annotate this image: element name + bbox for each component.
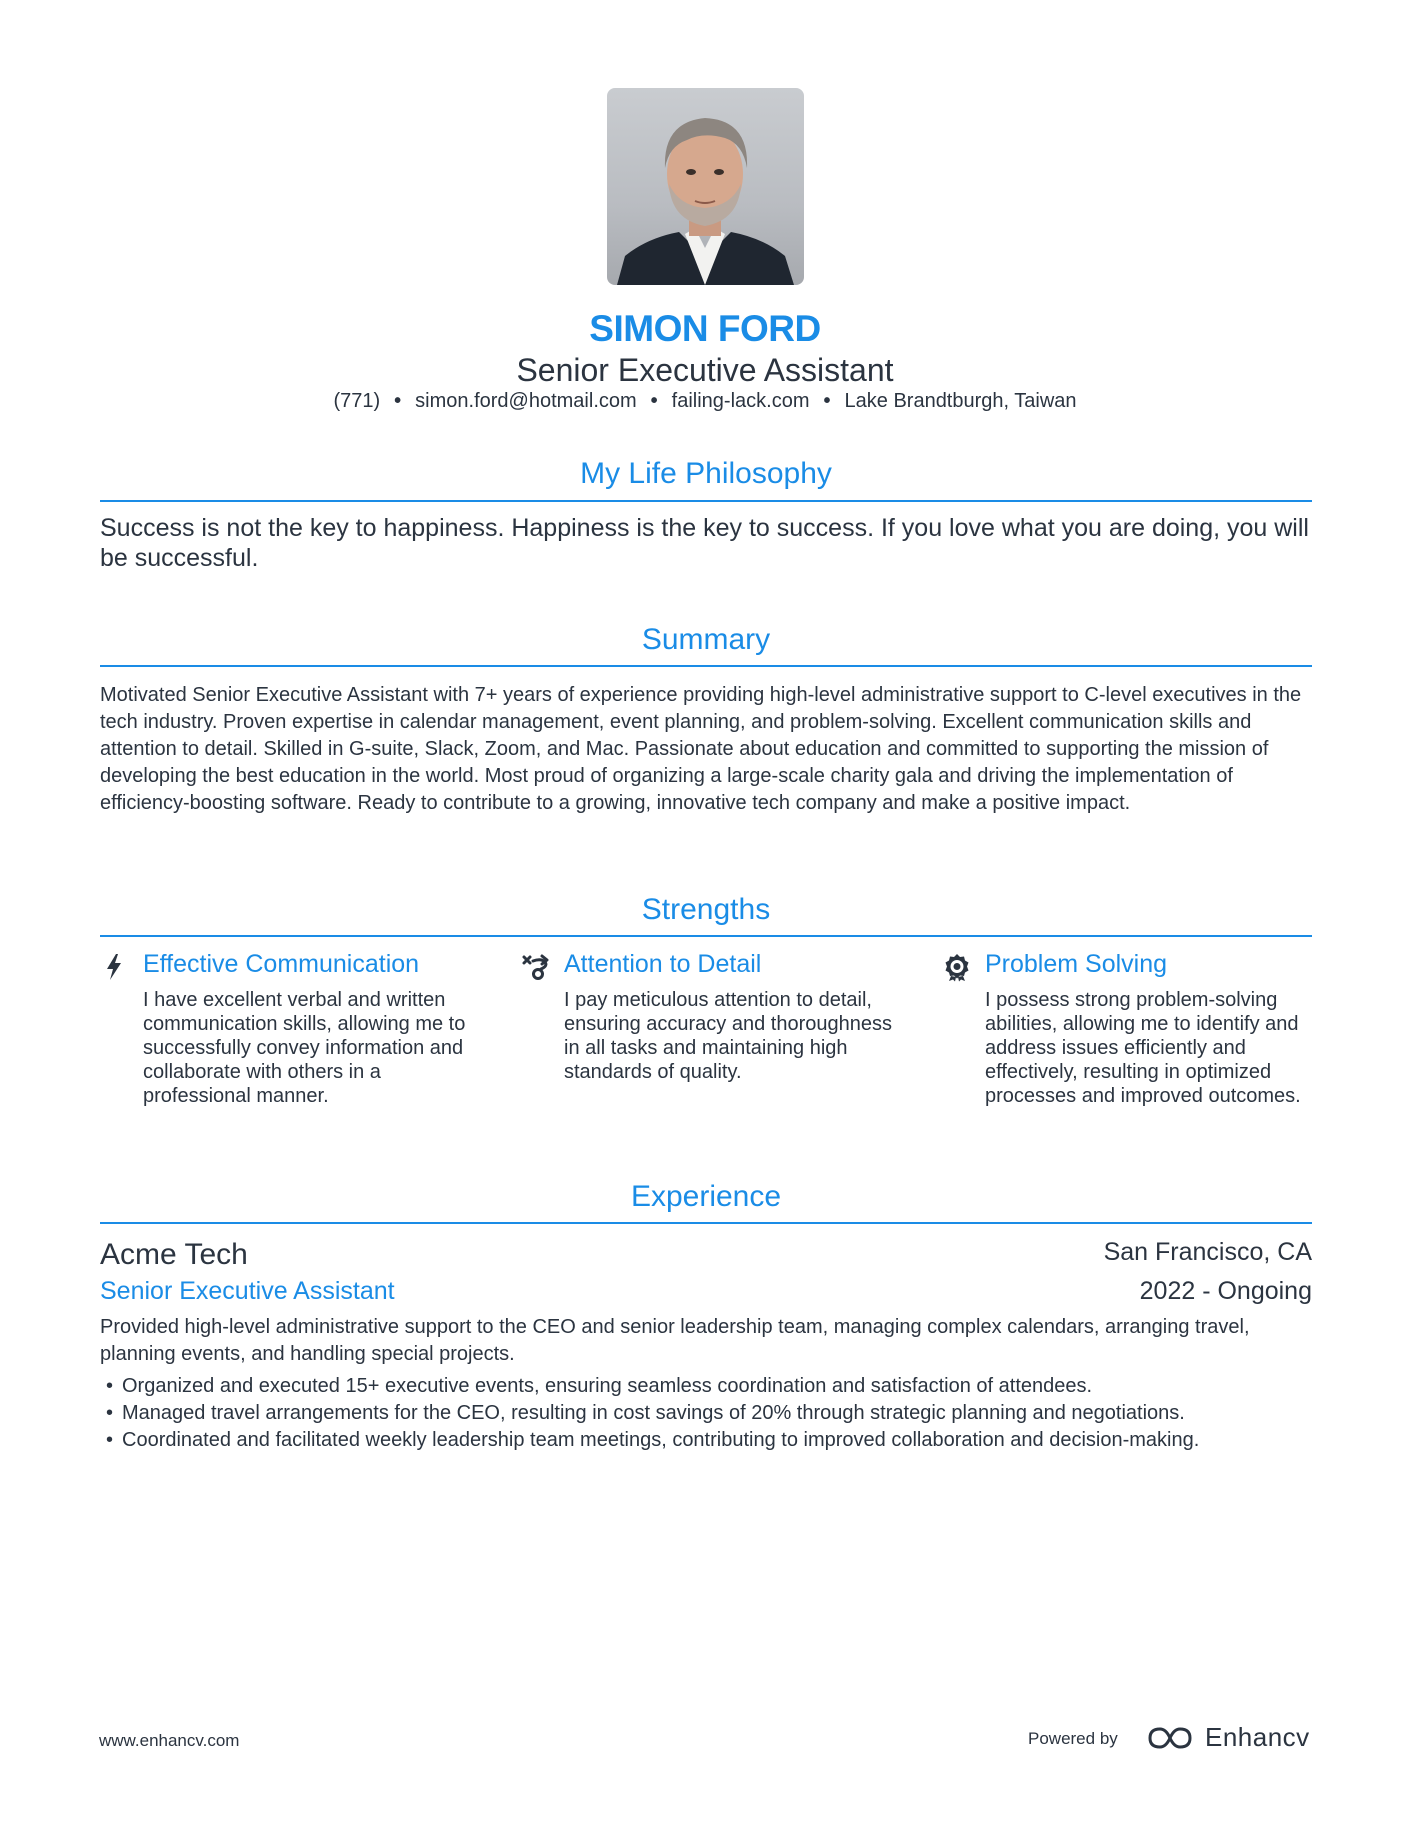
- experience-role: Senior Executive Assistant: [100, 1277, 395, 1305]
- contact-separator: •: [394, 390, 402, 412]
- experience-company: Acme Tech: [100, 1238, 248, 1271]
- experience-location: San Francisco, CA: [1103, 1238, 1312, 1266]
- award-badge-icon: [942, 952, 972, 982]
- contact-email[interactable]: simon.ford@hotmail.com: [415, 390, 637, 412]
- bullet-dot: •: [106, 1375, 114, 1397]
- bullet-dot: •: [106, 1429, 114, 1451]
- candidate-name: SIMON FORD: [589, 308, 821, 349]
- section-title-strengths: Strengths: [641, 893, 771, 926]
- strength-title: Effective Communication: [143, 950, 420, 978]
- profile-photo: [607, 88, 804, 285]
- experience-bullet: [100, 1427, 1312, 1454]
- enhancv-brand-name: Enhancv: [1205, 1722, 1310, 1752]
- portrait-image: [607, 88, 804, 285]
- section-divider: [100, 500, 1312, 502]
- powered-by-label: Powered by: [1028, 1729, 1118, 1748]
- experience-dates: 2022 - Ongoing: [1139, 1277, 1312, 1305]
- section-title-experience: Experience: [630, 1180, 782, 1213]
- candidate-title: Senior Executive Assistant: [516, 352, 894, 388]
- strength-description: I pay meticulous attention to detail, ensuring accuracy and thoroughness in all tasks and maintaining high standards of quality.: [564, 989, 892, 1083]
- contact-separator: •: [650, 390, 658, 412]
- experience-bullet-list: [100, 1373, 1312, 1454]
- section-title-philosophy: My Life Philosophy: [580, 457, 832, 490]
- contact-phone: (771): [333, 390, 381, 412]
- summary-text: Motivated Senior Executive Assistant with 7+ years of experience providing high-level administrative support to C-level executives in the tech industry. Proven expertise in calendar management, event planning, and problem-solving. Excellent communication skills and attention to detail. Skilled in G-suite, Slack, Zoom, and Mac. Passionate about education and committed to supporting the mission of developing the best education in the world. Most proud of organizing a large-scale charity gala and driving the implementation of efficiency-boosting software. Ready to contribute to a growing, innovative tech company and make a positive impact.: [100, 684, 1302, 814]
- strength-description: I possess strong problem-solving abilities, allowing me to identify and address issues efficiently and effectively, resulting in optimized processes and improved outcomes.: [985, 989, 1301, 1107]
- section-divider: [100, 935, 1312, 937]
- route-path-icon: [521, 952, 551, 982]
- section-title-summary: Summary: [641, 623, 771, 656]
- footer-website-link[interactable]: www.enhancv.com: [99, 1731, 240, 1750]
- contact-line: [0, 390, 1410, 413]
- bullet-text: Managed travel arrangements for the CEO, resulting in cost savings of 20% through strategic planning and negotiations.: [122, 1402, 1185, 1424]
- bullet-text: Coordinated and facilitated weekly leadership team meetings, contributing to improved collaboration and decision-making.: [122, 1429, 1200, 1451]
- enhancv-logo-icon: [1146, 1723, 1194, 1753]
- section-divider: [100, 665, 1312, 667]
- contact-website[interactable]: failing-lack.com: [671, 390, 810, 412]
- strength-title: Attention to Detail: [564, 950, 762, 978]
- bullet-dot: •: [106, 1402, 114, 1424]
- section-divider: [100, 1222, 1312, 1224]
- lightning-bolt-icon: [100, 952, 130, 982]
- experience-bullet: [100, 1400, 1312, 1427]
- contact-separator: •: [823, 390, 831, 412]
- experience-description: Provided high-level administrative support to the CEO and senior leadership team, managing complex calendars, arranging travel, planning events, and handling special projects.: [100, 1316, 1250, 1365]
- bullet-text: Organized and executed 15+ executive events, ensuring seamless coordination and satisfaction of attendees.: [122, 1375, 1093, 1397]
- strength-description: I have excellent verbal and written communication skills, allowing me to successfully convey information and collaborate with others in a professional manner.: [143, 989, 466, 1107]
- experience-bullet: [100, 1373, 1312, 1400]
- strength-title: Problem Solving: [985, 950, 1168, 978]
- contact-location: Lake Brandtburgh, Taiwan: [844, 390, 1077, 412]
- philosophy-text: Success is not the key to happiness. Happiness is the key to success. If you love what you are doing, you will be successful.: [100, 514, 1309, 572]
